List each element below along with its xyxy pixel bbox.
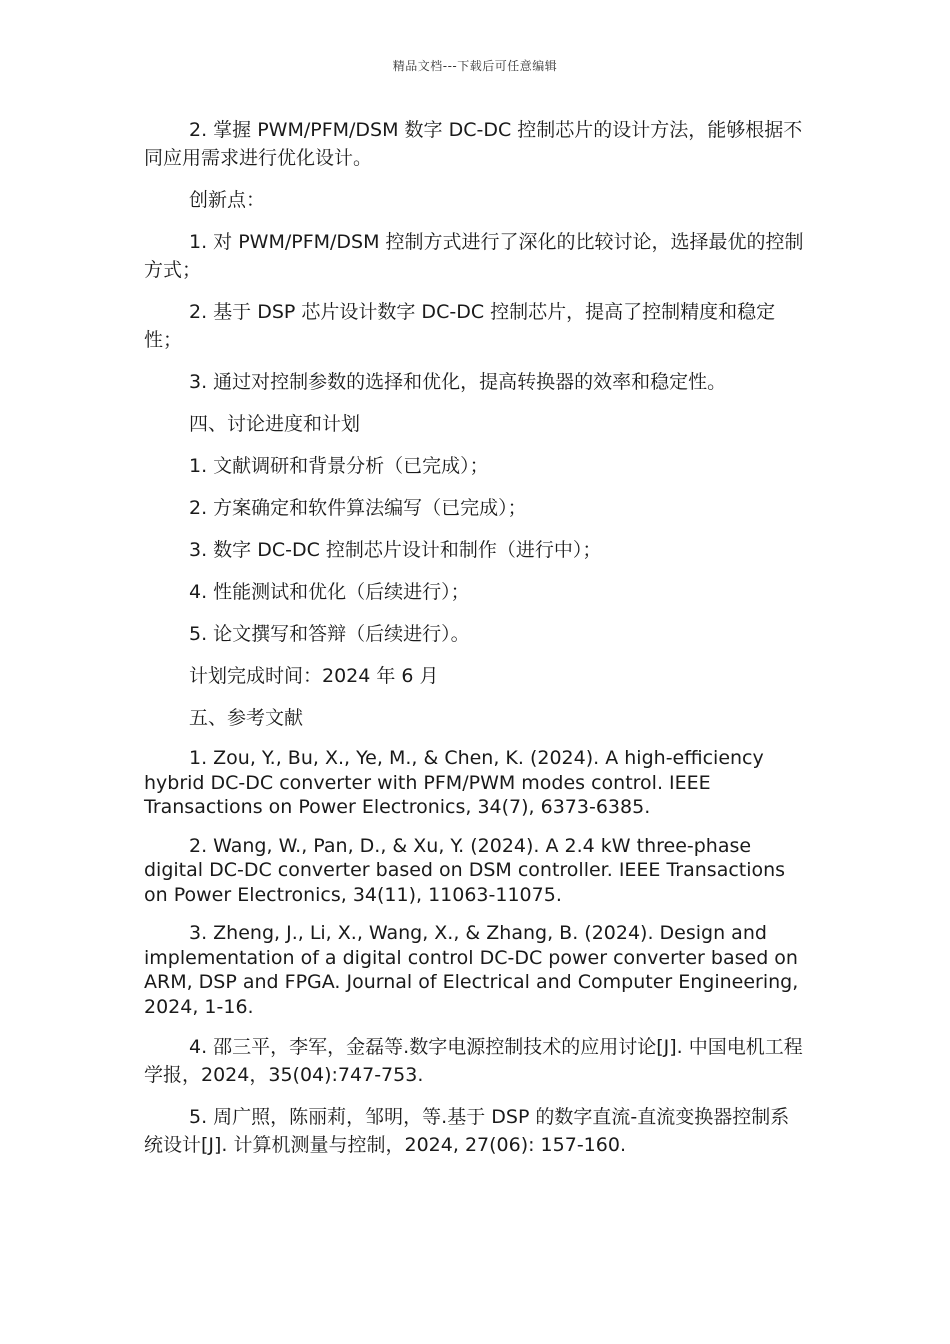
section-heading-references: 五、参考文献 — [189, 707, 304, 729]
innovation-heading: 创新点： — [189, 189, 266, 211]
reference-item-1: 1. Zou, Y., Bu, X., Ye, M., & Chen, K. (2024). A high-efficiency hybrid DC-DC converter with PFM/PWM modes control. IEEE Transactions on Power Electronics, 34(7), 6373-6385. — [144, 747, 764, 818]
reference-item-4: 4. 邵三平，李军，金磊等.数字电源控制技术的应用讨论[J]. 中国电机工程学报，2024，35(04):747-753. — [144, 1036, 803, 1086]
plan-item-4: 4. 性能测试和优化（后续进行）； — [189, 581, 470, 603]
reference-item-2: 2. Wang, W., Pan, D., & Xu, Y. (2024). A 2.4 kW three-phase digital DC-DC converter based on DSM controller. IEEE Transactions on Power Electronics, 34(11), 11063-11075. — [144, 834, 786, 906]
innovation-item-3: 3. 通过对控制参数的选择和优化，提高转换器的效率和稳定性。 — [189, 371, 727, 393]
plan-item-5: 5. 论文撰写和答辩（后续进行）。 — [189, 623, 470, 645]
reference-item-5: 5. 周广照，陈丽莉，邹明，等.基于 DSP 的数字直流-直流变换器控制系统设计[J]. 计算机测量与控制，2024, 27(06): 157-160. — [144, 1106, 790, 1156]
section-heading-progress-plan: 四、讨论进度和计划 — [189, 413, 361, 435]
plan-item-1: 1. 文献调研和背景分析（已完成）； — [189, 455, 489, 477]
innovation-item-1: 1. 对 PWM/PFM/DSM 控制方式进行了深化的比较讨论，选择最优的控制方式； — [144, 231, 804, 281]
objective-item-2: 2. 掌握 PWM/PFM/DSM 数字 DC-DC 控制芯片的设计方法，能够根据不同应用需求进行优化设计。 — [144, 119, 803, 169]
plan-item-2: 2. 方案确定和软件算法编写（已完成）； — [189, 497, 527, 519]
planned-completion-time: 计划完成时间：2024 年 6 月 — [189, 665, 439, 687]
innovation-item-2: 2. 基于 DSP 芯片设计数字 DC-DC 控制芯片，提高了控制精度和稳定性； — [144, 301, 776, 351]
document-body — [144, 116, 806, 1173]
page-header-watermark: 精品文档---下载后可任意编辑 — [392, 59, 558, 73]
reference-item-3: 3. Zheng, J., Li, X., Wang, X., & Zhang, B. (2024). Design and implementation of a digital control DC-DC power converter based on ARM, DSP and FPGA. Journal of Electrical and Computer Engineering, 2024, 1-16. — [144, 922, 799, 1018]
plan-item-3: 3. 数字 DC-DC 控制芯片设计和制作（进行中）； — [189, 539, 602, 561]
